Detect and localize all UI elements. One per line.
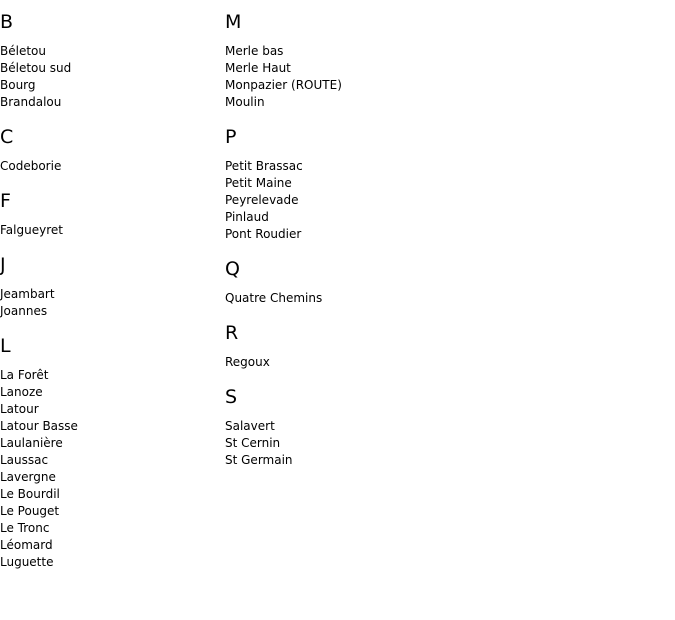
letter-heading: L (0, 335, 11, 357)
name-item[interactable]: Joannes (0, 304, 48, 318)
name-item[interactable]: Pont Roudier (225, 227, 302, 241)
name-item[interactable]: St Cernin (225, 436, 281, 450)
name-item[interactable]: Falgueyret (0, 223, 63, 237)
name-item[interactable]: Laussac (0, 453, 49, 467)
letter-heading: J (0, 254, 6, 276)
name-item[interactable]: Jeambart (0, 287, 55, 301)
letter-group-q (225, 258, 525, 307)
name-list (0, 222, 220, 239)
name-list (225, 43, 525, 111)
name-list (0, 158, 220, 175)
name-item[interactable]: Petit Brassac (225, 159, 303, 173)
name-list (225, 354, 525, 371)
name-item[interactable]: Léomard (0, 538, 53, 552)
name-item[interactable]: Béletou sud (0, 61, 72, 75)
letter-group-f (0, 190, 220, 239)
letter-group-c (0, 126, 220, 175)
name-item[interactable]: Petit Maine (225, 176, 292, 190)
letter-group-j (0, 254, 220, 320)
name-item[interactable]: Codeborie (0, 159, 62, 173)
name-item[interactable]: Béletou (0, 44, 46, 58)
name-item[interactable]: Le Pouget (0, 504, 60, 518)
letter-group-b (0, 11, 220, 111)
letter-heading: S (225, 386, 238, 408)
name-item[interactable]: Moulin (225, 95, 265, 109)
name-item[interactable]: Lanoze (0, 385, 43, 399)
name-item[interactable]: Bourg (0, 78, 36, 92)
name-item[interactable]: Brandalou (0, 95, 62, 109)
name-item[interactable]: Monpazier (ROUTE) (225, 78, 342, 92)
name-list (0, 286, 220, 320)
name-item[interactable]: Merle Haut (225, 61, 291, 75)
name-list (0, 367, 220, 571)
name-item[interactable]: Le Tronc (0, 521, 50, 535)
name-item[interactable]: Latour (0, 402, 39, 416)
name-item[interactable]: Le Bourdil (0, 487, 60, 501)
index-column-left (0, 0, 220, 571)
letter-group-m (225, 11, 525, 111)
name-item[interactable]: Luguette (0, 555, 54, 569)
name-list (225, 290, 525, 307)
letter-heading: R (225, 322, 239, 344)
name-item[interactable]: Peyrelevade (225, 193, 299, 207)
letter-heading: C (0, 126, 14, 148)
letter-heading: M (225, 11, 242, 33)
name-item[interactable]: Salavert (225, 419, 275, 433)
index-column-right (225, 0, 525, 469)
name-list (0, 43, 220, 111)
name-item[interactable]: Lavergne (0, 470, 56, 484)
name-item[interactable]: Quatre Chemins (225, 291, 323, 305)
letter-group-s (225, 386, 525, 469)
letter-heading: B (0, 11, 14, 33)
name-item[interactable]: Regoux (225, 355, 270, 369)
letter-heading: Q (225, 258, 240, 280)
name-item[interactable]: Latour Basse (0, 419, 78, 433)
name-item[interactable]: Pinlaud (225, 210, 269, 224)
letter-group-l (0, 335, 220, 571)
letter-heading: F (0, 190, 11, 212)
letter-group-p (225, 126, 525, 243)
name-item[interactable]: St Germain (225, 453, 293, 467)
letter-heading: P (225, 126, 237, 148)
letter-group-r (225, 322, 525, 371)
name-list (225, 418, 525, 469)
name-item[interactable]: La Forêt (0, 368, 49, 382)
name-item[interactable]: Laulanière (0, 436, 63, 450)
name-list (225, 158, 525, 243)
name-item[interactable]: Merle bas (225, 44, 284, 58)
